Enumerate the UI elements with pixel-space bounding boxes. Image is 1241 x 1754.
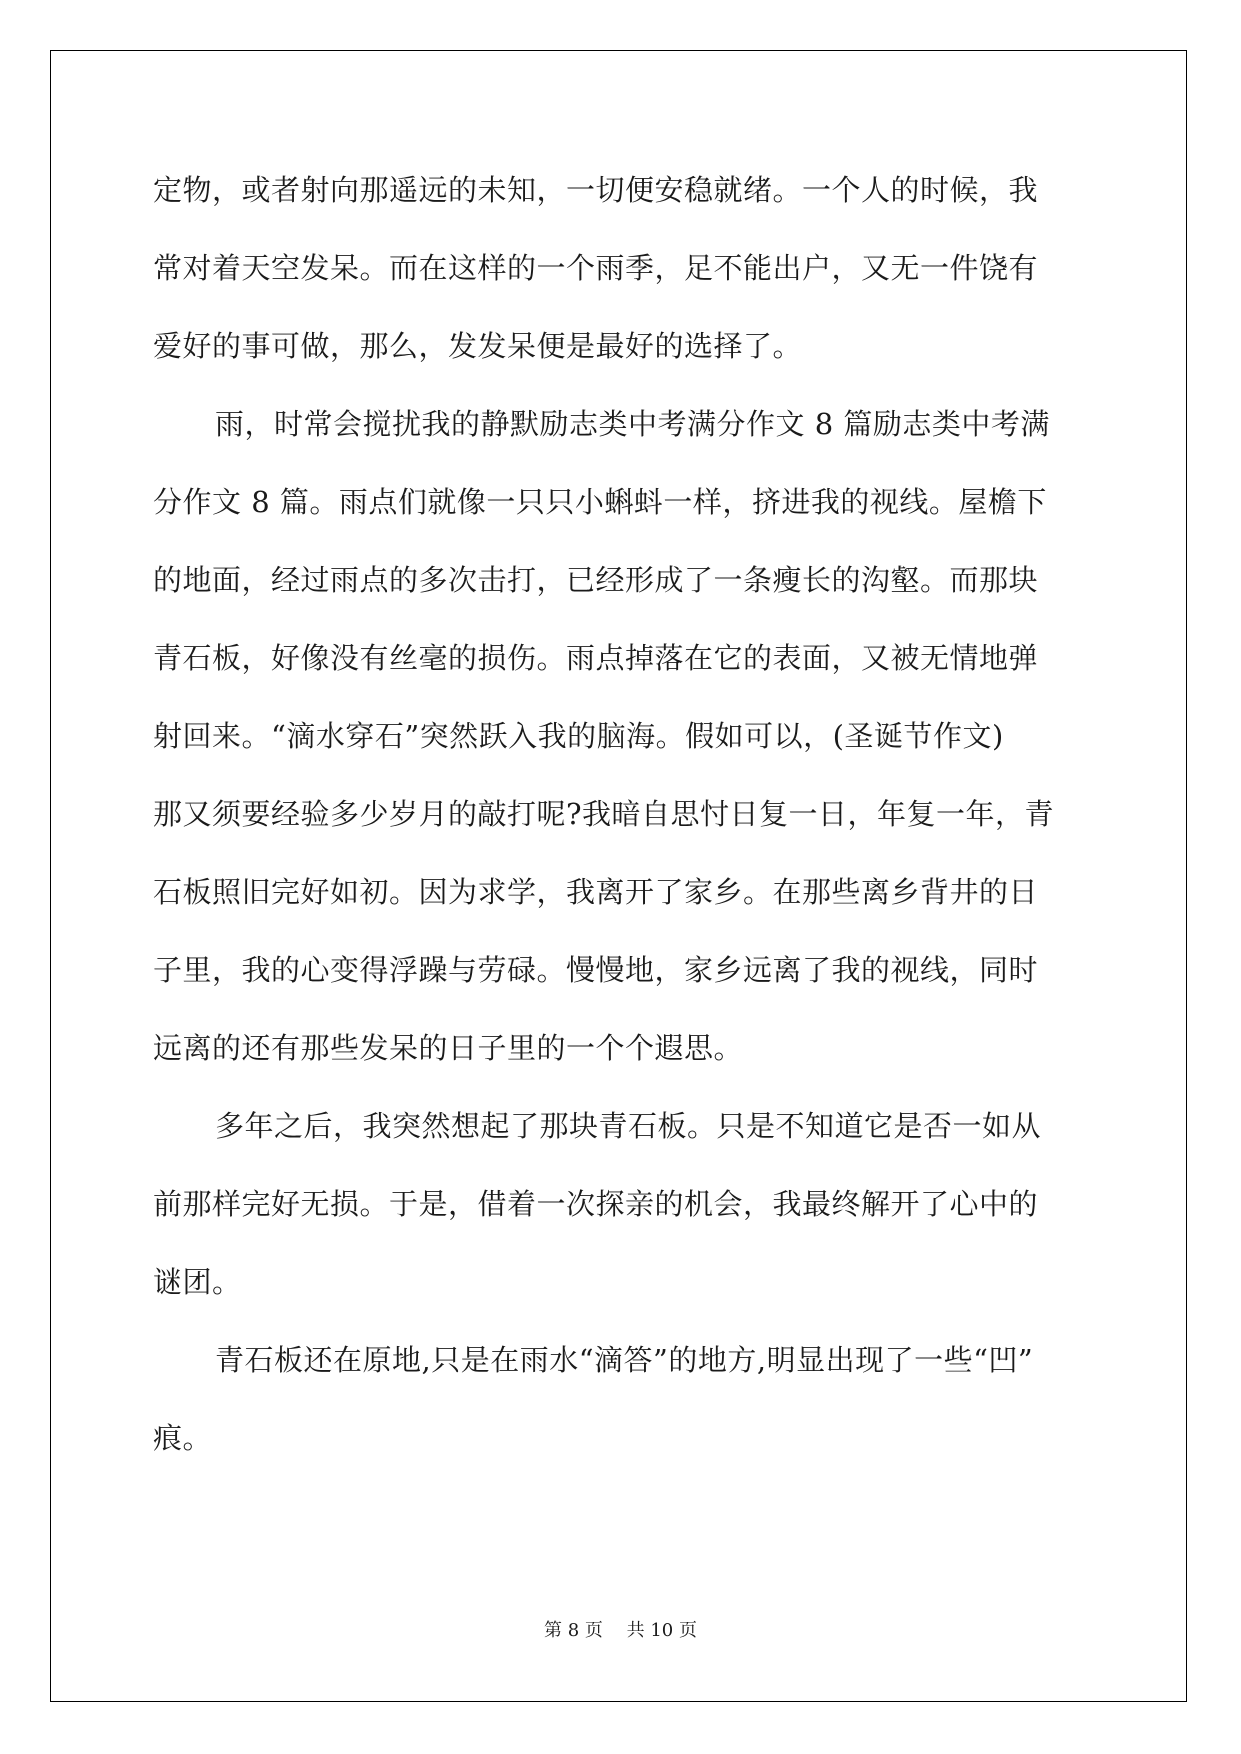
text-line: 远离的还有那些发呆的日子里的一个个遐思。 bbox=[153, 1031, 744, 1065]
text-line: 青石板，好像没有丝毫的损伤。雨点掉落在它的表面，又被无情地弹 bbox=[153, 641, 1039, 675]
text-line: 分作文 8 篇。雨点们就像一只只小蝌蚪一样，挤进我的视线。屋檐下 bbox=[153, 485, 1047, 519]
text-line: 的地面，经过雨点的多次击打，已经形成了一条瘦长的沟壑。而那块 bbox=[153, 563, 1039, 597]
text-line: 那又须要经验多少岁月的敲打呢?我暗自思忖日复一日，年复一年，青 bbox=[153, 797, 1055, 831]
paragraph-first-line: 青石板还在原地,只是在雨水“滴答”的地方,明显出现了一些“凹” bbox=[215, 1343, 1034, 1377]
page-number: 第 8 页 共 10 页 bbox=[544, 1620, 697, 1641]
paragraph-first-line: 多年之后，我突然想起了那块青石板。只是不知道它是否一如从 bbox=[215, 1109, 1042, 1143]
text-line: 前那样完好无损。于是，借着一次探亲的机会，我最终解开了心中的 bbox=[153, 1187, 1039, 1221]
body-text bbox=[153, 168, 1089, 1494]
text-line: 爱好的事可做，那么，发发呆便是最好的选择了。 bbox=[153, 329, 803, 363]
text-line: 石板照旧完好如初。因为求学，我离开了家乡。在那些离乡背井的日 bbox=[153, 875, 1039, 909]
text-line: 痕。 bbox=[153, 1421, 213, 1455]
text-line: 子里，我的心变得浮躁与劳碌。慢慢地，家乡远离了我的视线，同时 bbox=[153, 953, 1039, 987]
text-line: 定物，或者射向那遥远的未知，一切便安稳就绪。一个人的时候，我 bbox=[153, 173, 1039, 207]
text-line: 谜团。 bbox=[153, 1265, 242, 1299]
paragraph-first-line: 雨，时常会搅扰我的静默励志类中考满分作文 8 篇励志类中考满 bbox=[215, 407, 1050, 441]
text-line: 常对着天空发呆。而在这样的一个雨季，足不能出户，又无一件饶有 bbox=[153, 251, 1039, 285]
text-line: 射回来。“滴水穿石”突然跃入我的脑海。假如可以，(圣诞节作文) bbox=[153, 719, 1004, 753]
